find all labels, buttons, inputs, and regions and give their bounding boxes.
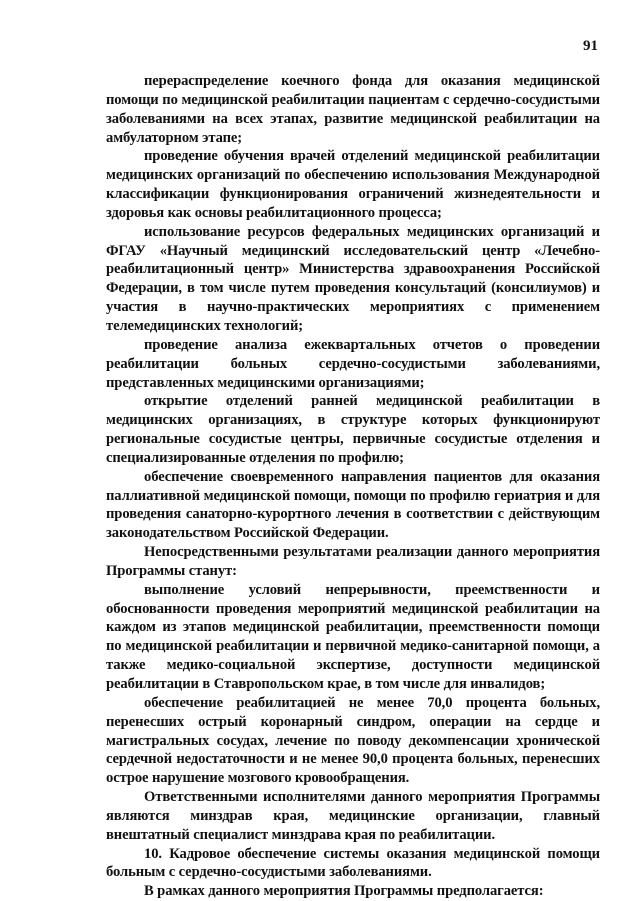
paragraph: проведение обучения врачей отделений медицинской реабилитации медицинских организаций по обеспечению использования Международной классификации функционирования ограничений жизнедеятельности и здоровья как основы реабилитационного процесса; bbox=[106, 148, 600, 221]
paragraph: перераспределение коечного фонда для оказания медицинской помощи по медицинской реабилитации пациентам с сердечно-сосудистыми заболеваниями на всех этапах, развитие медицинской реабилитации на амбулаторном этапе; bbox=[106, 73, 600, 146]
document-body bbox=[106, 72, 600, 901]
paragraph: Непосредственными результатами реализации данного мероприятия Программы станут: bbox=[106, 544, 600, 579]
paragraph: открытие отделений ранней медицинской реабилитации в медицинских организациях, в структуре которых функционируют региональные сосудистые центры, первичные сосудистые отделения и специализированные отделения по профилю; bbox=[106, 393, 600, 466]
paragraph: обеспечение своевременного направления пациентов для оказания паллиативной медицинской помощи, помощи по профилю гериатрия и для проведения санаторно-курортного лечения в соответствии с действующим законодательством Российской Федерации. bbox=[106, 468, 600, 542]
section-heading-paragraph: 10. Кадровое обеспечение системы оказания медицинской помощи больным с сердечно-сосудистыми заболеваниями. bbox=[106, 845, 600, 881]
paragraph: выполнение условий непрерывности, преемственности и обоснованности проведения мероприятий медицинской реабилитации на каждом из этапов медицинской реабилитации, преемственности помощи по медицинской реабилитации и первичной медико-санитарной помощи, а также медико-социальной экспертизе, доступности медицинской реабилитации в Ставропольском крае, в том числе для инвалидов; bbox=[106, 581, 600, 692]
page-number: 91 bbox=[583, 38, 598, 54]
paragraph: использование ресурсов федеральных медицинских организаций и ФГАУ «Научный медицинский исследовательский центр «Лечебно-реабилитационный центр» Министерства здравоохранения Российской Федерации, в том числе путем проведения консультаций (консилиумов) и участия в научно-практических мероприятиях с применением телемедицинских технологий; bbox=[106, 223, 600, 334]
paragraph: Ответственными исполнителями данного мероприятия Программы являются минздрав края, медицинские организации, главный внештатный специалист минздрава края по реабилитации. bbox=[106, 789, 600, 843]
paragraph: обеспечение реабилитацией не менее 70,0 процента больных, перенесших острый коронарный синдром, операции на сердце и магистральных сосудах, лечение по поводу декомпенсации хронической сердечной недостаточности и не менее 90,0 процента больных, перенесших острое нарушение мозгового кровообращения. bbox=[106, 694, 600, 787]
paragraph: проведение анализа ежеквартальных отчетов о проведении реабилитации больных сердечно-сосудистыми заболеваниями, представленных медицинскими организациями; bbox=[106, 336, 600, 391]
paragraph: В рамках данного мероприятия Программы предполагается: bbox=[144, 883, 544, 900]
